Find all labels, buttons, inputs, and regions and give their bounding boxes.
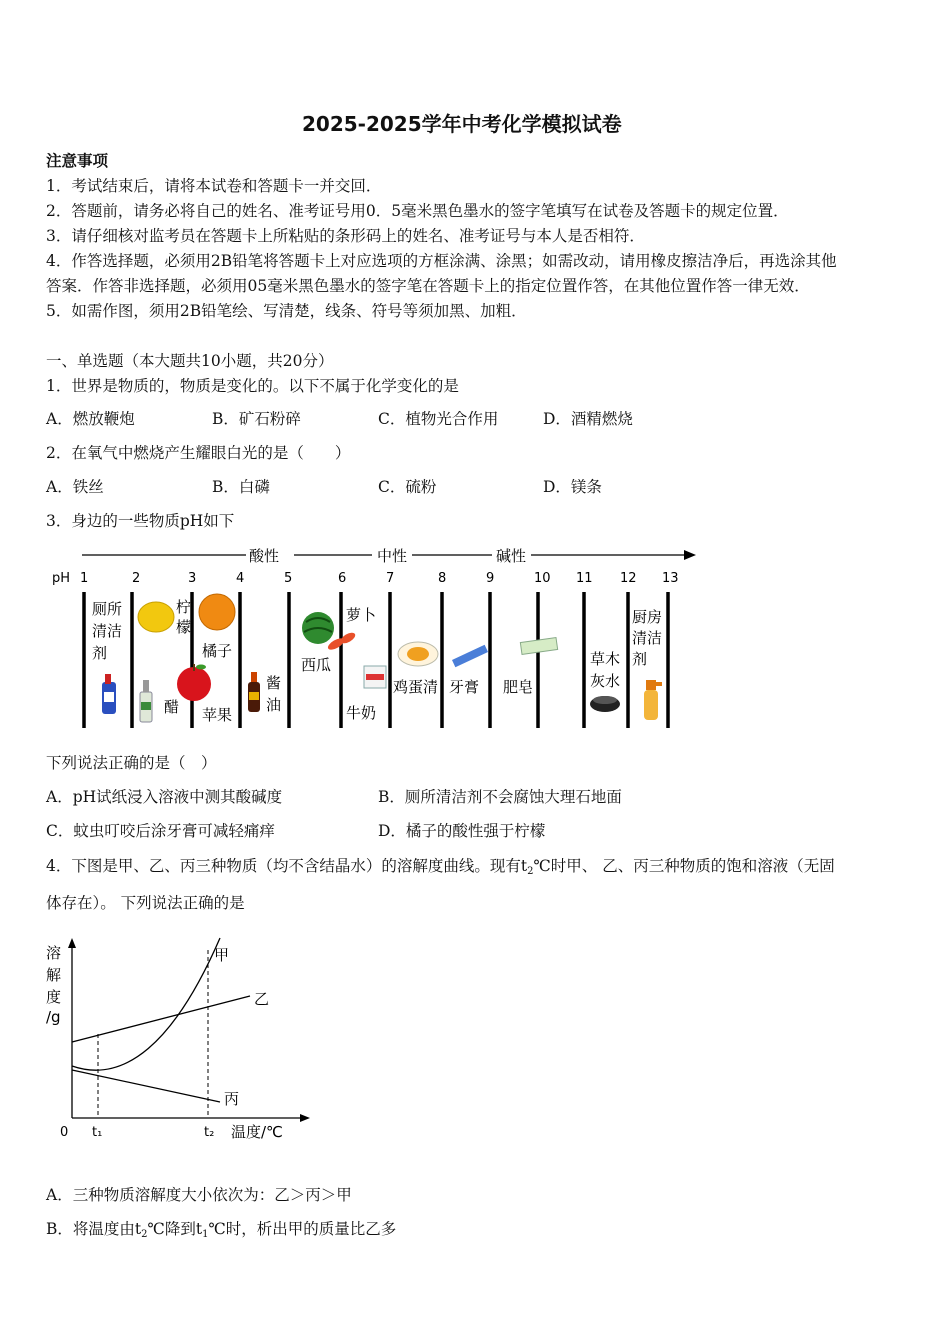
q2-option-c: C．硫粉 <box>378 478 437 496</box>
curve-bing <box>72 1070 220 1102</box>
ph-tick-label: 7 <box>386 571 395 586</box>
q4-stem-line1: 4．下图是甲、乙、丙三种物质（均不含结晶水）的溶解度曲线。现有$t_2℃$时甲、 乙、丙三种物质的饱和溶液（无固 <box>46 857 835 877</box>
neutral-label: 中性 <box>377 547 408 565</box>
lemon-label-2: 檬 <box>176 618 192 636</box>
curve-jia <box>72 938 220 1070</box>
watermelon-icon <box>302 612 334 644</box>
lemon-icon <box>138 602 174 632</box>
toilet-cleaner-label-3: 剂 <box>92 644 108 662</box>
notice-item-4: 4．作答选择题，必须用2B铅笔将答题卡上对应选项的方框涂满、涂黑；如需改动，请用橡皮擦洁净后，再选涂其他 <box>46 252 837 270</box>
watermelon-label: 西瓜 <box>301 656 332 674</box>
acid-label: 酸性 <box>249 547 280 565</box>
q4-stem-line2: 体存在）。 下列说法正确的是 <box>46 894 245 912</box>
q4-option-b: B．将温度由$t_2℃$降到$t_1℃$时，析出甲的质量比乙多 <box>46 1220 397 1240</box>
ash-water-label-1: 草木 <box>590 650 621 668</box>
toilet-cleaner-label-1: 厕所 <box>92 600 123 618</box>
ph-tick-label: 10 <box>534 571 551 586</box>
ph-tick-label: 9 <box>486 571 495 586</box>
milk-carton-icon <box>364 666 386 688</box>
q3-follow: 下列说法正确的是（ ） <box>46 754 217 772</box>
ph-tick-label: 6 <box>338 571 347 586</box>
q2-option-b: B．白磷 <box>212 478 270 496</box>
jia-label: 甲 <box>214 946 230 964</box>
soy-sauce-bottle-icon <box>248 672 260 712</box>
toothpaste-icon <box>452 645 488 667</box>
q3-option-a: A．pH试纸浸入溶液中测其酸碱度 <box>46 788 283 806</box>
q2-option-a: A．铁丝 <box>46 478 104 496</box>
base-label: 碱性 <box>496 547 527 565</box>
ph-label: pH <box>52 571 71 586</box>
kitchen-cleaner-label-1: 厨房 <box>632 608 663 626</box>
kitchen-cleaner-spray-icon <box>644 680 662 720</box>
apple-label: 苹果 <box>202 706 233 724</box>
soy-label-2: 油 <box>266 696 282 714</box>
eggwhite-label: 鸡蛋清 <box>393 678 439 696</box>
q3-option-c: C．蚊虫叮咬后涂牙膏可减轻痛痒 <box>46 822 275 840</box>
t2-label: t₂ <box>204 1125 215 1140</box>
ash-water-label-2: 灰水 <box>590 672 621 690</box>
q1-option-c: C．植物光合作用 <box>378 410 499 428</box>
y-axis-label <box>46 944 61 1026</box>
ph-scale-figure <box>46 542 706 734</box>
ph-tick-label: 2 <box>132 571 141 586</box>
q4-option-a: A．三种物质溶解度大小依次为：乙＞丙＞甲 <box>46 1186 352 1204</box>
ph-tick-label: 1 <box>80 571 89 586</box>
q3-stem: 3．身边的一些物质pH如下 <box>46 512 235 530</box>
curve-yi <box>72 996 250 1042</box>
page-title: 2025-2025学年中考化学模拟试卷 <box>302 112 622 136</box>
svg-text:解: 解 <box>46 966 62 984</box>
q2-option-d: D．镁条 <box>543 478 602 496</box>
ph-tick-label: 4 <box>236 571 245 586</box>
soy-label-1: 酱 <box>266 674 282 692</box>
notice-item-4-cont: 答案．作答非选择题，必须用05毫米黑色墨水的签字笔在答题卡上的指定位置作答，在其他位置作答一律无效． <box>46 277 810 295</box>
q1-stem: 1．世界是物质的，物质是变化的。以下不属于化学变化的是 <box>46 377 459 395</box>
toothpaste-label: 牙膏 <box>449 678 480 696</box>
orange-label: 橘子 <box>202 642 233 660</box>
q1-option-d: D．酒精燃烧 <box>543 410 633 428</box>
ph-tick-label: 5 <box>284 571 293 586</box>
origin-label: 0 <box>60 1125 69 1140</box>
toilet-cleaner-label-2: 清洁 <box>92 622 123 640</box>
ph-ticks <box>80 571 679 586</box>
svg-text:/g: /g <box>46 1008 61 1026</box>
vinegar-label: 醋 <box>164 698 180 716</box>
notice-item-5: 5．如需作图，须用2B铅笔绘、写清楚，线条、符号等须加黑、加粗． <box>46 302 527 320</box>
lemon-label-1: 柠 <box>176 598 192 616</box>
orange-icon <box>199 594 235 630</box>
ph-tick-label: 13 <box>662 571 679 586</box>
q3-option-b: B．厕所清洁剂不会腐蚀大理石地面 <box>378 788 622 806</box>
notice-heading: 注意事项 <box>46 151 109 170</box>
kitchen-cleaner-label-3: 剂 <box>632 650 648 668</box>
notice-item-3: 3．请仔细核对监考员在答题卡上所粘贴的条形码上的姓名、准考证号与本人是否相符． <box>46 227 645 245</box>
soap-icon <box>520 638 557 655</box>
kitchen-cleaner-label-2: 清洁 <box>632 629 663 647</box>
ash-water-bowl-icon <box>590 696 620 712</box>
yi-label: 乙 <box>254 990 270 1008</box>
notice-item-2: 2．答题前，请务必将自己的姓名、准考证号用0．5毫米黑色墨水的签字笔填写在试卷及答题卡的规定位置． <box>46 202 789 220</box>
svg-text:度: 度 <box>46 988 62 1006</box>
soap-label: 肥皂 <box>503 678 534 696</box>
t1-label: t₁ <box>92 1125 103 1140</box>
milk-label: 牛奶 <box>346 704 377 722</box>
notice-item-1: 1．考试结束后，请将本试卷和答题卡一并交回． <box>46 177 382 195</box>
svg-text:溶: 溶 <box>46 944 62 962</box>
q1-option-b: B．矿石粉碎 <box>212 410 301 428</box>
q2-stem: 2．在氧气中燃烧产生耀眼白光的是（ ） <box>46 444 351 462</box>
egg-white-icon <box>398 642 438 666</box>
section-heading: 一、单选题（本大题共10小题，共20分） <box>46 352 334 370</box>
apple-icon <box>177 664 211 701</box>
ph-tick-label: 8 <box>438 571 447 586</box>
ph-tick-label: 11 <box>576 571 593 586</box>
vinegar-bottle-icon <box>140 680 152 722</box>
bing-label: 丙 <box>224 1090 240 1108</box>
q3-option-d: D．橘子的酸性强于柠檬 <box>378 822 546 840</box>
x-axis-label: 温度/℃ <box>231 1123 283 1141</box>
toilet-cleaner-bottle-icon <box>102 674 116 714</box>
ph-tick-label: 3 <box>188 571 197 586</box>
arrow-head-icon <box>684 550 696 560</box>
radish-label: 萝卜 <box>346 606 377 624</box>
solubility-graph <box>44 934 324 1144</box>
ph-tick-label: 12 <box>620 571 637 586</box>
q1-option-a: A．燃放鞭炮 <box>46 410 135 428</box>
